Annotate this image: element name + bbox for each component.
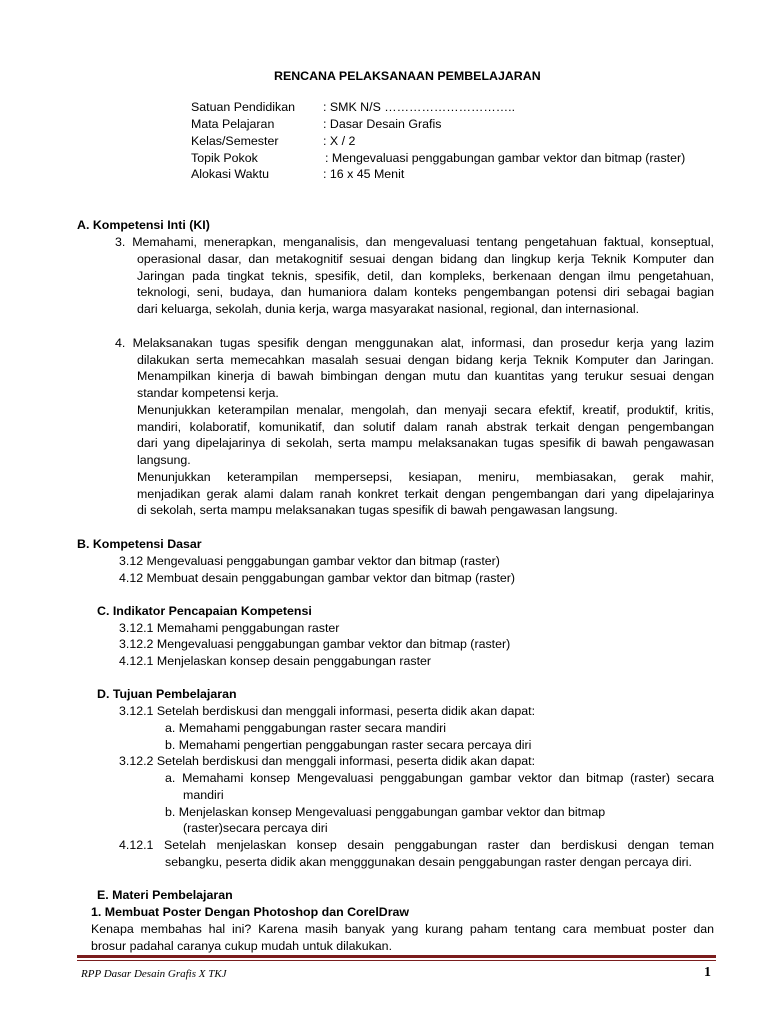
tujuan-group-head: 3.12.1 Setelah berdiskusi dan menggali informasi, peserta didik akan dapat:: [119, 704, 536, 718]
text-line: 3. Memahami, menerapkan, menganalisis, dan mengevaluasi tentang pengetahuan faktual, konseptual,: [115, 235, 714, 249]
materi-text: Kenapa membahas hal ini? Karena masih banyak yang kurang paham tentang cara membuat poster dan: [91, 922, 714, 936]
footer-rule-thick: [77, 955, 716, 958]
kd-item: 4.12 Membuat desain penggabungan gambar vektor dan bitmap (raster): [119, 571, 516, 585]
text-line: standar kompetensi kerja.: [137, 386, 279, 400]
section-heading-ki: A. Kompetensi Inti (KI): [77, 218, 210, 232]
text-line: teknologi, seni, budaya, dan humaniora dalam konteks pengembangan potensi diri sebagai bagian: [137, 285, 714, 299]
tujuan-item-cont: (raster)secara percaya diri: [183, 821, 328, 835]
identity-value: : 16 x 45 Menit: [323, 167, 405, 181]
tujuan-item: a. Memahami penggabungan raster secara mandiri: [165, 721, 447, 735]
text-line: dari yang dipelajarinya di sekolah, serta mampu melaksanakan tugas spesifik di bawah pengawasan: [137, 436, 714, 450]
materi-subheading: 1. Membuat Poster Dengan Photoshop dan CorelDraw: [91, 905, 410, 919]
identity-label: Satuan Pendidikan: [191, 100, 296, 114]
section-heading-kd: B. Kompetensi Dasar: [77, 537, 202, 551]
text-line: Jaringan pada tingkat teknis, spesifik, detil, dan kompleks, berkenaan dengan ilmu pengetahuan,: [137, 269, 714, 283]
text-line: dari keluarga, sekolah, dunia kerja, warga masyarakat nasional, regional, dan internasional.: [137, 302, 640, 316]
text-line: di sekolah, serta mampu melaksanakan tugas spesifik di bawah pengawasan langsung.: [137, 503, 618, 517]
ipk-item: 3.12.1 Memahami penggabungan raster: [119, 621, 340, 635]
identity-label: Mata Pelajaran: [191, 117, 275, 131]
identity-value: : Mengevaluasi penggabungan gambar vektor dan bitmap (raster): [325, 151, 686, 165]
section-heading-materi: E. Materi Pembelajaran: [97, 888, 233, 902]
footer-text: RPP Dasar Desain Grafis X TKJ: [81, 968, 227, 980]
text-line: Menunjukkan keterampilan mempersepsi, kesiapan, meniru, membiasakan, gerak mahir,: [137, 470, 714, 484]
tujuan-group-head: 4.12.1 Setelah menjelaskan konsep desain penggabungan raster dan berdiskusi dengan teman: [119, 838, 714, 852]
tujuan-item-cont: mandiri: [183, 788, 224, 802]
text-line: menjadikan gerak alami dalam ranah konkret terkait dengan pengembangan dari yang dipelajarinya: [137, 487, 714, 501]
text-line: 4. Melaksanakan tugas spesifik dengan menggunakan alat, informasi, dan prosedur kerja yang lazim: [115, 336, 714, 350]
page-number: 1: [704, 965, 711, 980]
tujuan-group-head: 3.12.2 Setelah berdiskusi dan menggali informasi, peserta didik akan dapat:: [119, 754, 536, 768]
text-line: Menunjukkan keterampilan menalar, mengolah, dan menyaji secara efektif, kreatif, produktif, kritis,: [137, 403, 714, 417]
identity-value: : X / 2: [323, 134, 356, 148]
tujuan-item: b. Memahami pengertian penggabungan raster secara percaya diri: [165, 738, 532, 752]
ipk-item: 4.12.1 Menjelaskan konsep desain penggabungan raster: [119, 654, 432, 668]
tujuan-item: a. Memahami konsep Mengevaluasi penggabungan gambar vektor dan bitmap (raster) secara: [165, 771, 714, 785]
identity-label: Kelas/Semester: [191, 134, 279, 148]
text-line: mandiri, kolaboratif, komunikatif, dan solutif dalam ranah abstrak terkait dengan pengembangan: [137, 420, 714, 434]
page-title: RENCANA PELAKSANAAN PEMBELAJARAN: [274, 69, 541, 83]
identity-label: Alokasi Waktu: [191, 167, 270, 181]
kd-item: 3.12 Mengevaluasi penggabungan gambar vektor dan bitmap (raster): [119, 554, 500, 568]
tujuan-group-cont: sebangku, peserta didik akan mengggunakan desain penggabungan raster dengan percaya diri.: [165, 855, 692, 869]
section-heading-ipk: C. Indikator Pencapaian Kompetensi: [97, 604, 312, 618]
tujuan-item: b. Menjelaskan konsep Mengevaluasi penggabungan gambar vektor dan bitmap: [165, 805, 606, 819]
identity-label: Topik Pokok: [191, 151, 258, 165]
footer-rule-thin: [77, 960, 716, 961]
materi-text: brosur padahal caranya cukup mudah untuk dilakukan.: [91, 939, 393, 953]
section-heading-tujuan: D. Tujuan Pembelajaran: [97, 687, 237, 701]
identity-value: : SMK N/S …………………………..: [323, 100, 516, 114]
ipk-item: 3.12.2 Mengevaluasi penggabungan gambar vektor dan bitmap (raster): [119, 637, 511, 651]
text-line: langsung.: [137, 453, 191, 467]
text-line: Menampilkan kinerja di bawah bimbingan dengan mutu dan kuantitas yang terukur sesuai dengan: [137, 369, 714, 383]
text-line: operasional dasar, dan metakognitif sesuai dengan bidang dan lingkup kerja Teknik Komputer dan: [137, 252, 714, 266]
text-line: dilakukan serta memecahkan masalah sesuai dengan bidang kerja Teknik Komputer dan Jaringan.: [137, 353, 714, 367]
identity-value: : Dasar Desain Grafis: [323, 117, 442, 131]
